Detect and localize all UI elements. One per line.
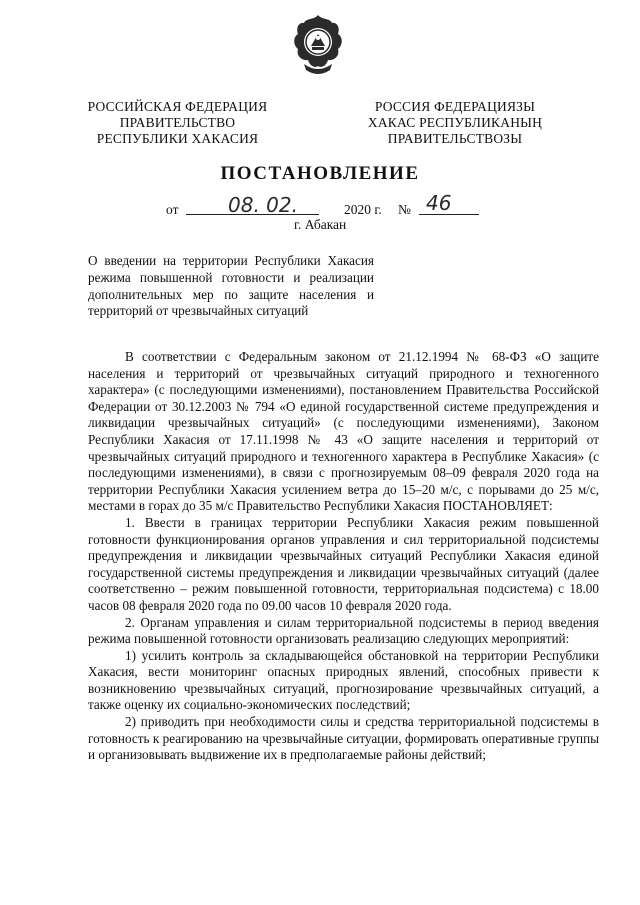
handwritten-date: 08. 02. — [228, 193, 298, 217]
city-label: г. Абакан — [294, 217, 347, 232]
header-right-line: ХАКАС РЕСПУБЛИКАНЫҢ — [367, 115, 543, 130]
date-number-line — [166, 191, 486, 219]
document-body — [88, 349, 599, 764]
header-right-line: ПРАВИТЕЛЬСТВОЗЫ — [387, 131, 523, 146]
paragraph-subitem-1: 1) усилить контроль за складывающейся обстановкой на территории Республики Хакасия, вести мониторинг опасных природных явлений, способных привести к возникновению чрезвычайных ситуаций, прогнозирование чрезвычайных ситуаций, а также оценку их социально-экономических последствий; — [88, 647, 599, 713]
header-left-line: РЕСПУБЛИКИ ХАКАСИЯ — [96, 131, 259, 146]
paragraph-subitem-2: 2) приводить при необходимости силы и средства территориальной подсистемы в готовность к реагированию на чрезвычайные ситуации, формировать оперативные группы и организовывать выдвижение их в предполагаемые районы действий; — [88, 714, 599, 763]
header-left-line: ПРАВИТЕЛЬСТВО — [119, 115, 236, 130]
handwritten-number: 46 — [426, 191, 452, 215]
paragraph-preamble: В соответствии с Федеральным законом от 21.12.1994 № 68-ФЗ «О защите населения и территорий от чрезвычайных ситуаций природного и техногенного характера» (с последующими изменениями), постановлением Правительства Российской Федерации от 30.12.2003 № 794 «О единой государственной системе предупреждения и ликвидации чрезвычайных ситуаций» (с последующими изменениями), Законом Республики Хакасия от 17.11.1998 № 43 «О защите населения и территорий от чрезвычайных ситуаций природного и техногенного характера в Республике Хакасия» (с последующими изменениями), в связи с прогнозируемым 08–09 февраля 2020 года на территории Республики Хакасия усилением ветра до 15–20 м/с, с порывами до 25 м/с, местами в горах до 35 м/с Правительство Республики Хакасия ПОСТАНОВЛЯЕТ: — [88, 349, 599, 514]
document-title: ПОСТАНОВЛЕНИЕ — [220, 163, 420, 184]
year-label: 2020 г. — [344, 202, 382, 217]
number-label: № — [398, 202, 411, 217]
subject-block — [88, 253, 374, 320]
from-label: от — [166, 202, 179, 217]
header-left-russian — [70, 99, 285, 147]
header-right-khakas — [350, 99, 560, 147]
paragraph-item-2: 2. Органам управления и силам территориальной подсистемы в период введения режима повышенной готовности организовать реализацию следующих мероприятий: — [88, 614, 599, 647]
paragraph-item-1: 1. Ввести в границах территории Республики Хакасия режим повышенной готовности функционирования органов управления и сил территориальной подсистемы предупреждения и ликвидации чрезвычайных ситуаций Республики Хакасия единой государственной системы предупреждения и ликвидации чрезвычайных ситуаций (далее соответственно – режим повышенной готовности, территориальная подсистема) с 18.00 часов 08 февраля 2020 года по 09.00 часов 10 февраля 2020 года. — [88, 514, 599, 613]
header-right-line: РОССИЯ ФЕДЕРАЦИЯЗЫ — [374, 99, 536, 114]
subject-text: О введении на территории Республики Хакасия режима повышенной готовности и реализации дополнительных мер по защите населения и территорий от чрезвычайных ситуаций — [88, 253, 374, 319]
header-left-line: РОССИЙСКАЯ ФЕДЕРАЦИЯ — [87, 99, 268, 114]
coat-of-arms-emblem — [290, 14, 346, 78]
